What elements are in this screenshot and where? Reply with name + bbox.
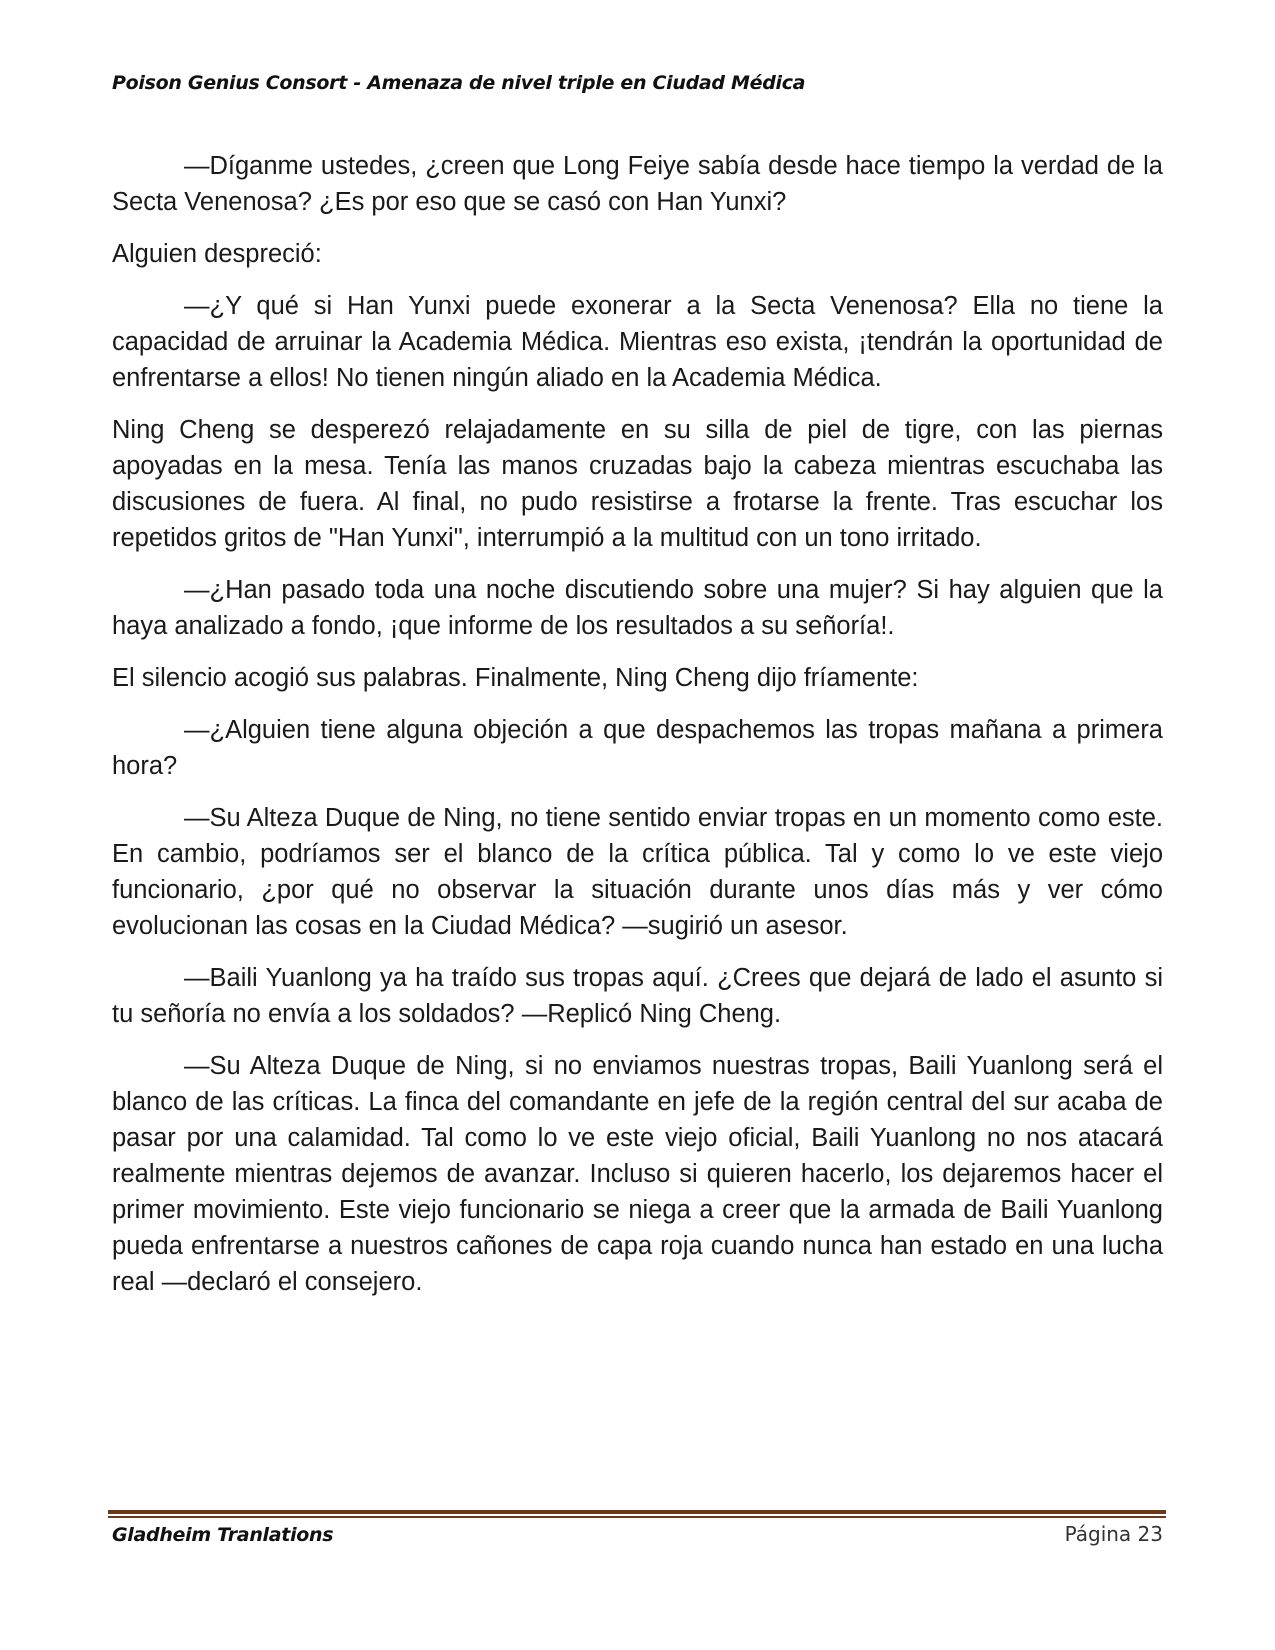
paragraph: El silencio acogió sus palabras. Finalmente, Ning Cheng dijo fríamente: <box>112 664 919 692</box>
paragraph: —¿Han pasado toda una noche discutiendo sobre una mujer? Si hay alguien que la haya analizado a fondo, ¡que informe de los resultados a su señoría!. <box>112 576 1163 640</box>
paragraph: —Su Alteza Duque de Ning, si no enviamos nuestras tropas, Baili Yuanlong será el blanco de las críticas. La finca del comandante en jefe de la región central del sur acaba de pasar por una calamidad. Tal como lo ve este viejo oficial, Baili Yuanlong no nos atacará realmente mientras dejemos de avanzar. Incluso si quieren hacerlo, los dejaremos hacer el primer movimiento. Este viejo funcionario se niega a creer que la armada de Baili Yuanlong pueda enfrentarse a nuestros cañones de capa roja cuando nunca han estado en una lucha real —declaró el consejero. <box>112 1052 1163 1296</box>
page-number-block <box>1065 1522 1163 1546</box>
page-number: 23 <box>1137 1522 1163 1546</box>
page-label: Página <box>1064 1522 1132 1546</box>
footer-divider-thick <box>108 1510 1166 1514</box>
paragraph: Alguien despreció: <box>112 240 322 268</box>
footer-divider-thin <box>108 1516 1166 1518</box>
paragraph: —Su Alteza Duque de Ning, no tiene sentido enviar tropas en un momento como este. En cambio, podríamos ser el blanco de la crítica pública. Tal y como lo ve este viejo funcionario, ¿por qué no observar la situación durante unos días más y ver cómo evolucionan las cosas en la Ciudad Médica? —sugirió un asesor. <box>112 804 1163 940</box>
paragraph: —¿Alguien tiene alguna objeción a que despachemos las tropas mañana a primera hora? <box>112 716 1163 780</box>
page-body <box>112 148 1163 1316</box>
paragraph: —Baili Yuanlong ya ha traído sus tropas aquí. ¿Crees que dejará de lado el asunto si tu señoría no envía a los soldados? —Replicó Ning Cheng. <box>112 964 1163 1028</box>
paragraph: —Díganme ustedes, ¿creen que Long Feiye sabía desde hace tiempo la verdad de la Secta Venenosa? ¿Es por eso que se casó con Han Yunxi? <box>112 152 1163 216</box>
paragraph: Ning Cheng se desperezó relajadamente en su silla de piel de tigre, con las piernas apoyadas en la mesa. Tenía las manos cruzadas bajo la cabeza mientras escuchaba las discusiones de fuera. Al final, no pudo resistirse a frotarse la frente. Tras escuchar los repetidos gritos de "Han Yunxi", interrumpió a la multitud con un tono irritado. <box>112 416 1163 552</box>
footer-publisher: Gladheim Tranlations <box>112 1524 334 1546</box>
running-header: Poison Genius Consort - Amenaza de nivel triple en Ciudad Médica <box>112 72 806 94</box>
footer-divider <box>108 1510 1166 1517</box>
paragraph: —¿Y qué si Han Yunxi puede exonerar a la Secta Venenosa? Ella no tiene la capacidad de arruinar la Academia Médica. Mientras eso exista, ¡tendrán la oportunidad de enfrentarse a ellos! No tienen ningún aliado en la Academia Médica. <box>112 292 1163 392</box>
